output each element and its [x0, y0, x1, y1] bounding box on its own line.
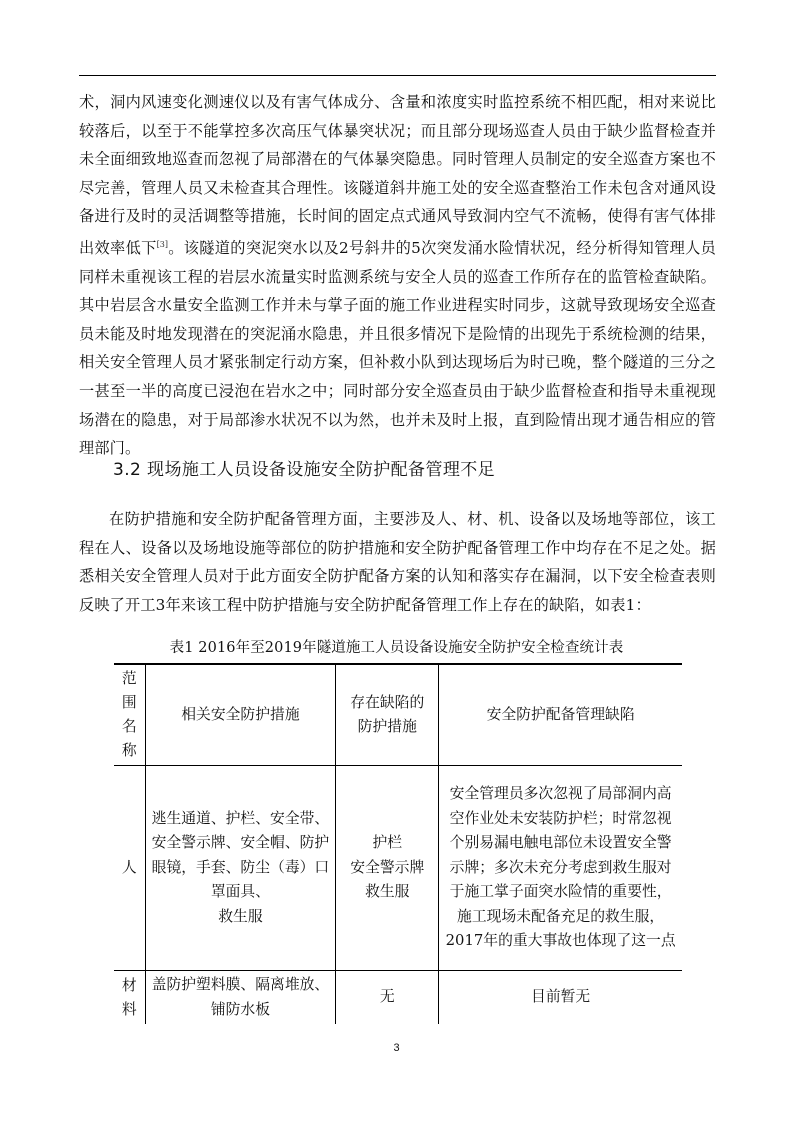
- header-cell-scope: [114, 664, 145, 766]
- header-cell-management-gaps: 安全防护配备管理缺陷: [439, 664, 682, 766]
- safety-inspection-table: [114, 663, 682, 1024]
- table-header-row: [114, 664, 682, 766]
- body-paragraph-continued: [79, 88, 716, 463]
- table-row: [114, 766, 682, 971]
- cell-scope: 人: [114, 766, 145, 971]
- defective-item: 安全警示牌: [350, 858, 425, 876]
- cell-measures-text: 逃生通道、护栏、安全带、安全警示牌、安全帽、防护眼镜，手套、防尘（毒）口罩面具、: [151, 809, 330, 901]
- header-rule: [79, 75, 716, 76]
- paragraph-text: 术，洞内风速变化测速仪以及有害气体成分、含量和浓度实时监控系统不相匹配，相对来说比较落后，以至于不能掌控多次高压气体暴突状况；而且部分现场巡查人员由于缺少监督检查并未全面细致地巡查而忽视了局部潜在的气体暴突隐患。同时管理人员制定的安全巡查方案也不尽完善，管理人员又未检查其合理性。该隧道斜井施工处的安全巡查整治工作未包含对通风设备进行及时的灵活调整等措施，长时间的固定点式通风导致洞内空气不流畅，使得有害气体排出效率低下: [79, 93, 716, 257]
- cell-defective: [336, 766, 439, 971]
- cell-measures: [145, 766, 336, 971]
- header-cell-measures: 相关安全防护措施: [145, 664, 336, 766]
- page-number: 3: [393, 1042, 400, 1054]
- header-defective-line: 防护措施: [357, 718, 417, 735]
- cell-management-gap: 目前暂无: [439, 971, 682, 1025]
- cell-scope-label: 材料: [121, 976, 137, 1018]
- cell-measures-extra: 救生服: [218, 907, 263, 925]
- table-caption: 表1 2016年至2019年隧道施工人员设备设施安全防护安全检查统计表: [169, 640, 624, 656]
- body-paragraph: 在防护措施和安全防护配备管理方面，主要涉及人、材、机、设备以及场地等部位，该工程在人、设备以及场地设施等部位的防护措施和安全防护配备管理工作中均存在不足之处。据悉相关安全管理人员对于此方面安全防护配备方案的认知和落实存在漏洞，以下安全检查表则反映了开工3年来该工程中防护措施与安全防护配备管理工作上存在的缺陷，如表1：: [79, 510, 716, 614]
- cell-measures: 盖防护塑料膜、隔离堆放、铺防水板: [145, 971, 336, 1025]
- defective-item: 护栏: [372, 834, 403, 852]
- header-defective-line: 存在缺陷的: [350, 693, 425, 711]
- header-scope-label: 范围名称: [121, 670, 137, 759]
- cell-scope: [114, 971, 145, 1025]
- paragraph-text-after-citation: 。该隧道的突泥突水以及2号斜井的5次突发涌水险情状况，经分析得知管理人员同样未重视该工程的岩层水流量实时监测系统与安全人员的巡查工作所存在的监管检查缺陷。其中岩层含水量安全监测工作并未与掌子面的施工作业进程实时同步，这就导致现场安全巡查员未能及时地发现潜在的突泥涌水隐患，并且很多情况下是险情的出现先于系统检测的结果，相关安全管理人员才紧张制定行动方案，但补救小队到达现场后为时已晚，整个隧道的三分之一甚至一半的高度已浸泡在岩水之中；同时部分安全巡查员由于缺少监督检查和指导未重视现场潜在的隐患，对于局部渗水状况不以为然，也并未及时上报，直到险情出现才通告相应的管理部门。: [79, 238, 717, 458]
- citation-marker[interactable]: [3]: [156, 239, 168, 249]
- cell-defective: 无: [336, 971, 439, 1025]
- cell-management-gap: 安全管理员多次忽视了局部洞内高空作业处未安装防护栏；时常忽视个别易漏电触电部位未设置安全警示牌；多次未充分考虑到救生服对于施工掌子面突水险情的重要性，施工现场未配备充足的救生服， 2017年的重大事故也体现了这一点: [439, 766, 682, 971]
- section-heading: 3.2 现场施工人员设备设施安全防护配备管理不足: [113, 460, 496, 480]
- header-cell-defective: [336, 664, 439, 766]
- table-row: [114, 971, 682, 1025]
- defective-item: 救生服: [365, 883, 410, 901]
